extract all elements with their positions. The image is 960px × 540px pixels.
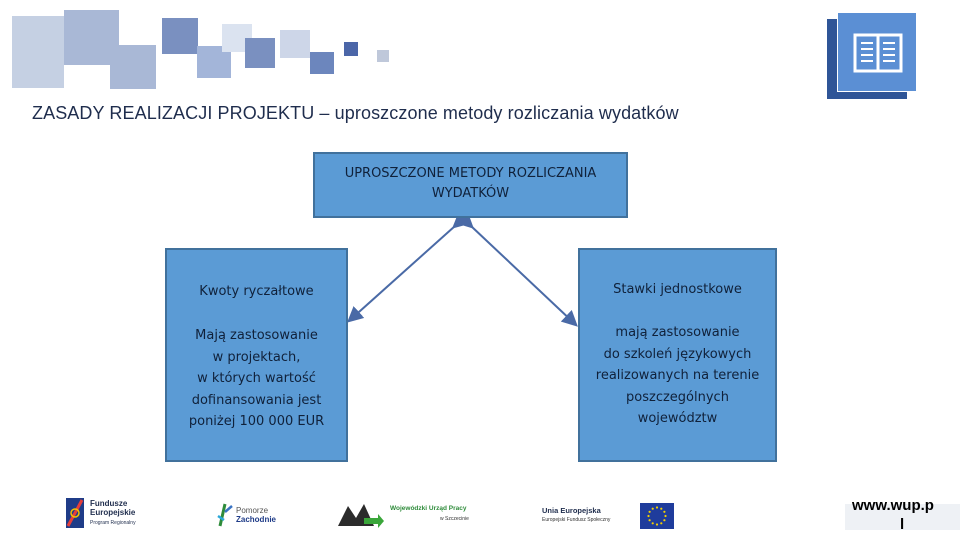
root-box xyxy=(313,152,628,218)
eu-flag-icon xyxy=(640,503,674,529)
root-line-1: UPROSZCZONE METODY ROZLICZANIA xyxy=(344,166,597,181)
unit-rates-description xyxy=(580,322,775,430)
logo-text: Europejskie xyxy=(90,508,136,517)
lump-sum-box xyxy=(165,248,348,462)
desc-line: do szkoleń językowych xyxy=(603,346,752,362)
logo-text: Zachodnie xyxy=(236,515,277,524)
root-line-2: WYDATKÓW xyxy=(431,186,510,201)
logo-text: Europejski Fundusz Społeczny xyxy=(542,517,611,523)
logo-text: Fundusze xyxy=(90,499,128,508)
logo-text: Wojewódzki Urząd Pracy xyxy=(390,505,467,512)
logo-text: w Szczecinie xyxy=(440,516,469,522)
logo-wup-szczecin xyxy=(338,500,488,530)
logo-text: Program Regionalny xyxy=(90,520,136,526)
logo-fundusze-europejskie xyxy=(66,496,156,532)
slide-title: ZASADY REALIZACJI PROJEKTU – uproszczone metody rozliczania wydatków xyxy=(32,103,679,123)
website-url-continuation[interactable]: l xyxy=(900,516,905,533)
logo-text: Unia Europejska xyxy=(542,506,601,515)
website-url[interactable]: www.wup.p xyxy=(852,497,934,514)
desc-line: poszczególnych xyxy=(626,389,729,405)
arrow-right xyxy=(471,226,575,324)
logo-pomorze-zachodnie xyxy=(216,500,286,530)
desc-line: w projektach, xyxy=(212,349,301,365)
desc-line: województw xyxy=(637,411,718,426)
desc-line: poniżej 100 000 EUR xyxy=(188,414,325,429)
unit-rates-box xyxy=(578,248,777,462)
arrow-left xyxy=(350,226,455,320)
desc-line: dofinansowania jest xyxy=(191,392,322,408)
logo-unia-europejska xyxy=(540,502,676,532)
lump-sum-heading: Kwoty ryczałtowe xyxy=(199,284,314,299)
desc-line: Mają zastosowanie xyxy=(195,328,318,343)
logo-text: Pomorze xyxy=(236,506,269,515)
unit-rates-heading: Stawki jednostkowe xyxy=(613,282,742,297)
desc-line: realizowanych na terenie xyxy=(595,368,760,383)
desc-line: w których wartość xyxy=(197,371,316,386)
desc-line: mają zastosowanie xyxy=(615,325,740,340)
lump-sum-description xyxy=(167,325,346,433)
